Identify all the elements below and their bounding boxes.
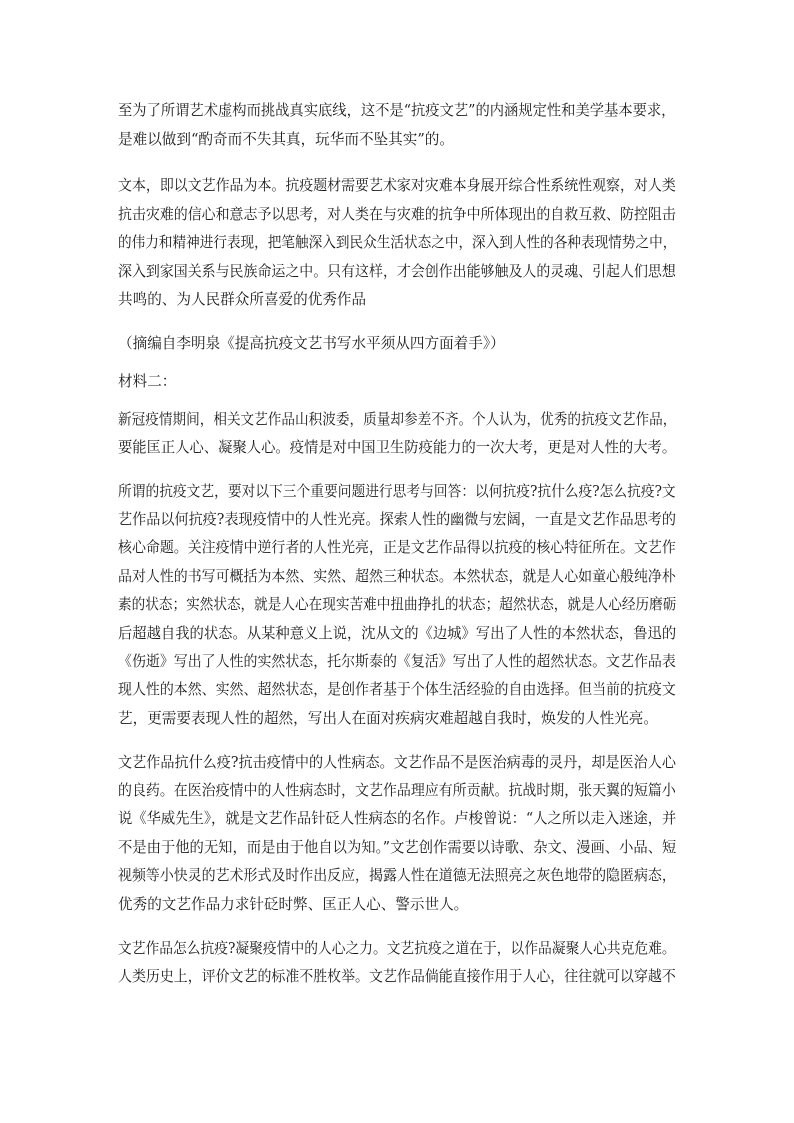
body-text-line: 人类历史上，评价文艺的标准不胜枚举。文艺作品倘能直接作用于人心，往往就可以穿越不: [118, 968, 676, 985]
body-text-line: 共鸣的、为人民群众所喜爱的优秀作品: [118, 291, 367, 308]
body-text-line: 后超越自我的状态。从某种意义上说，沈从文的《边城》写出了人性的本然状态，鲁迅的: [118, 625, 677, 642]
body-text-line: 至为了所谓艺术虚构而挑战真实底线，这不是“抗疫文艺”的内涵规定性和美学基本要求，: [118, 102, 676, 119]
body-text-line: 品对人性的书写可概括为本然、实然、超然三种状态。本然状态，就是人心如童心般纯净朴: [118, 568, 676, 585]
body-text-line: 《伤逝》写出了人性的实然状态，托尔斯泰的《复活》写出了人性的超然状态。文艺作品表: [118, 653, 676, 670]
body-text-line: 视频等小快灵的艺术形式及时作出反应，揭露人性在道德无法照亮之灰色地带的隐匿病态，: [118, 867, 676, 884]
body-text-line: 的良药。在医治疫情中的人性病态时，文艺作品理应有所贡献。抗战时期，张天翼的短篇小: [118, 782, 676, 799]
body-text-line: 说《华威先生》，就是文艺作品针砭人性病态的名作。卢梭曾说：“人之所以走入迷途，并: [118, 810, 677, 827]
body-text-line: 要能匡正人心、凝聚人心。疫情是对中国卫生防疫能力的一次大考，更是对人性的大考。: [118, 439, 677, 456]
section-heading: 材料二：: [118, 373, 177, 390]
body-text-line: 优秀的文艺作品力求针砭时弊、匡正人心、警示世人。: [118, 896, 469, 913]
body-text-line: 现人性的本然、实然、超然状态，是创作者基于个体生活经验的自由选择。但当前的抗疫文: [118, 681, 676, 698]
source-citation: （摘编自李明泉《提高抗疫文艺书写水平须从四方面着手》）: [118, 335, 505, 352]
body-text-line: 核心命题。关注疫情中逆行者的人性光亮，正是文艺作品得以抗疫的核心特征所在。文艺作: [118, 539, 676, 556]
body-text-line: 新冠疫情期间，相关文艺作品山积波委，质量却参差不齐。个人认为，优秀的抗疫文艺作品，: [118, 411, 677, 428]
body-text-line: 抗击灾难的信心和意志予以思考，对人类在与灾难的抗争中所体现出的自救互救、防控阻击: [118, 206, 676, 223]
body-text-line: 素的状态；实然状态，就是人心在现实苦难中扭曲挣扎的状态；超然状态，就是人心经历磨砺: [118, 596, 677, 613]
body-text-line: 深入到家国关系与民族命运之中。只有这样，才会创作出能够触及人的灵魂、引起人们思想: [118, 263, 676, 280]
body-text-line: 文艺作品抗什么疫?抗击疫情中的人性病态。文艺作品不是医治病毒的灵丹，却是医治人心: [118, 754, 677, 771]
body-text-line: 艺作品以何抗疫?表现疫情中的人性光亮。探索人性的幽微与宏阔，一直是文艺作品思考的: [118, 511, 677, 528]
body-text-line: 文艺作品怎么抗疫?凝聚疫情中的人心之力。文艺抗疫之道在于，以作品凝聚人心共克危难。: [118, 940, 676, 957]
body-text-line: 是难以做到“酌奇而不失其真，玩华而不坠其实”的。: [118, 131, 454, 148]
body-text-line: 不是由于他的无知，而是由于他自以为知。”文艺创作需要以诗歌、杂文、漫画、小品、短: [118, 839, 677, 856]
body-text-line: 文本，即以文艺作品为本。抗疫题材需要艺术家对灾难本身展开综合性系统性观察，对人类: [118, 177, 676, 194]
body-text-line: 艺，更需要表现人性的超然，写出人在面对疾病灾难超越自我时，焕发的人性光亮。: [118, 710, 658, 727]
body-text-line: 的伟力和精神进行表现，把笔触深入到民众生活状态之中，深入到人性的各种表现情势之中，: [118, 234, 677, 251]
body-text-line: 所谓的抗疫文艺，要对以下三个重要问题进行思考与回答：以何抗疫?抗什么疫?怎么抗疫?文: [118, 483, 676, 500]
